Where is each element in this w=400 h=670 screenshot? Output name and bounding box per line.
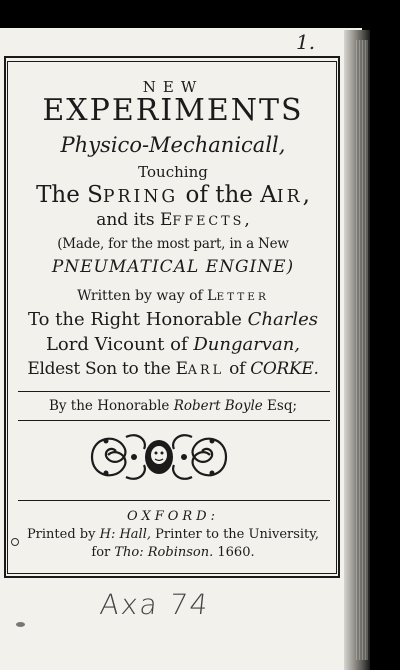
title-pneumatical-engine: PNEUMATICAL ENGINE) — [51, 257, 295, 277]
imprint-printer: Printed by H: Hall, Printer to the University, — [26, 527, 320, 542]
dedication-to: To the Right Honorable Charles — [27, 309, 319, 330]
author-line: By the Honorable Robert Boyle Esq; — [48, 398, 298, 414]
dedication-eldest-son: Eldest Son to the EARL of CORKE. — [27, 359, 319, 379]
printers-ornament — [86, 427, 232, 487]
folio-number: 1. — [296, 30, 316, 54]
imprint-place: OXFORD: — [127, 509, 219, 524]
title-made: (Made, for the most part, in a New — [57, 236, 289, 252]
page-edge-leaves — [356, 40, 368, 660]
divider-rule — [18, 420, 330, 421]
title-spring-of-the-air: The SPRING of the AIR, — [36, 182, 310, 208]
divider-rule — [18, 391, 330, 392]
title-physico-mechanicall: Physico-Mechanicall, — [60, 133, 286, 157]
imprint-bookseller-date: for Tho: Robinson. 1660. — [91, 545, 255, 560]
ink-spot — [11, 538, 19, 546]
title-touching: Touching — [138, 163, 208, 181]
title-experiments: EXPERIMENTS — [42, 93, 304, 128]
title-effects: and its EFFECTS, — [96, 210, 250, 230]
ink-smudge — [16, 622, 25, 627]
title-written-by-letter: Written by way of LETTER — [77, 288, 269, 304]
handwritten-shelfmark: Axa 74 — [98, 588, 212, 621]
divider-rule — [18, 500, 330, 501]
title-new: NEW — [142, 78, 204, 96]
dedication-lord: Lord Vicount of Dungarvan, — [45, 334, 301, 355]
